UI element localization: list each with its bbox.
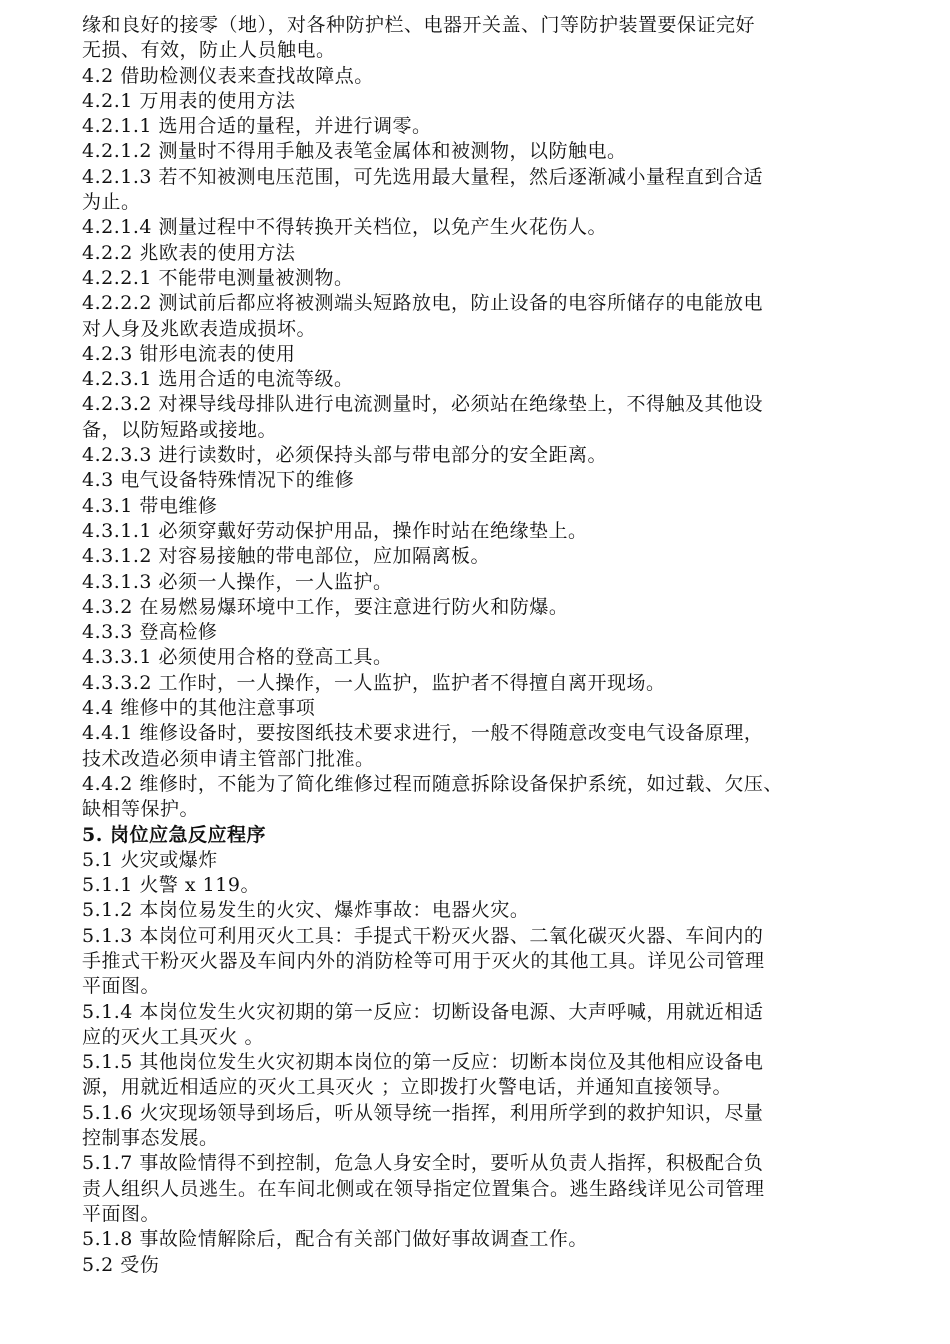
text-line: 4.4 维修中的其他注意事项	[82, 697, 316, 720]
text-line: 5.1.1 火警 x 119。	[82, 874, 260, 897]
text-line: 4.2.1.1 选用合适的量程，并进行调零。	[82, 115, 432, 138]
text-line: 4.2.2 兆欧表的使用方法	[82, 241, 296, 264]
text-line: 4.3.3 登高检修	[82, 621, 218, 644]
text-line: 5.1.5 其他岗位发生火灾初期本岗位的第一反应：切断本岗位及其他相应设备电	[82, 1051, 764, 1074]
text-line: 技术改造必须申请主管部门批准。	[82, 747, 375, 770]
text-line: 对人身及兆欧表造成损坏。	[82, 317, 317, 340]
text-line: 4.2.3.1 选用合适的电流等级。	[82, 368, 354, 391]
text-line: 平面图。	[82, 975, 161, 998]
document-page	[82, 13, 882, 1278]
text-line: 4.3.2 在易燃易爆环境中工作，要注意进行防火和防爆。	[82, 595, 569, 618]
text-line: 4.2.1 万用表的使用方法	[82, 89, 296, 112]
text-line: 4.2.3.3 进行读数时，必须保持头部与带电部分的安全距离。	[82, 444, 608, 467]
text-line: 4.4.2 维修时，不能为了简化维修过程而随意拆除设备保护系统，如过载、欠压、	[82, 772, 783, 795]
text-line: 源，用就近相适应的灭火工具灭火 ；立即拨打火警电话，并通知直接领导。	[82, 1076, 733, 1099]
text-line: 控制事态发展。	[82, 1127, 219, 1150]
text-line: 5.1.7 事故险情得不到控制，危急人身安全时，要听从负责人指挥，积极配合负	[82, 1152, 764, 1175]
text-line: 5.1.6 火灾现场领导到场后，听从领导统一指挥，利用所学到的救护知识，尽量	[82, 1101, 764, 1124]
text-line: 4.3.1.2 对容易接触的带电部位，应加隔离板。	[82, 545, 491, 568]
text-line: 5.1.4 本岗位发生火灾初期的第一反应：切断设备电源、大声呼喊，用就近相适	[82, 1000, 764, 1023]
text-line: 4.4.1 维修设备时，要按图纸技术要求进行，一般不得随意改变电气设备原理，	[82, 722, 764, 745]
text-line: 4.3.3.1 必须使用合格的登高工具。	[82, 646, 393, 669]
text-line: 无损、有效，防止人员触电。	[82, 39, 336, 62]
text-line: 5.2 受伤	[82, 1253, 160, 1276]
text-line: 为止。	[82, 191, 141, 214]
text-line: 应的灭火工具灭火 。	[82, 1025, 265, 1048]
text-line: 4.2.3.2 对裸导线母排队进行电流测量时，必须站在绝缘垫上，不得触及其他设	[82, 393, 764, 416]
text-line: 4.3 电气设备特殊情况下的维修	[82, 469, 355, 492]
text-line: 4.2.2.1 不能带电测量被测物。	[82, 266, 354, 289]
text-line: 缺相等保护。	[82, 798, 200, 821]
text-line: 4.2 借助检测仪表来查找故障点。	[82, 64, 374, 87]
text-line: 平面图。	[82, 1202, 161, 1225]
text-line: 缘和良好的接零（地），对各种防护栏、电器开关盖、门等防护装置要保证完好	[82, 14, 756, 36]
section-heading: 5. 岗位应急反应程序	[82, 823, 266, 846]
text-line: 备，以防短路或接地。	[82, 418, 278, 441]
text-line: 4.3.1.1 必须穿戴好劳动保护用品，操作时站在绝缘垫上。	[82, 519, 588, 542]
text-line: 4.2.1.3 若不知被测电压范围，可先选用最大量程，然后逐渐减小量程直到合适	[82, 165, 764, 188]
text-line: 4.2.2.2 测试前后都应将被测端头短路放电，防止设备的电容所储存的电能放电	[82, 292, 764, 315]
text-line: 手推式干粉灭火器及车间内外的消防栓等可用于灭火的其他工具。详见公司管理	[82, 949, 765, 972]
text-line: 5.1.3 本岗位可利用灭火工具：手提式干粉灭火器、二氧化碳灭火器、车间内的	[82, 924, 764, 947]
text-line: 责人组织人员逃生。在车间北侧或在领导指定位置集合。逃生路线详见公司管理	[82, 1177, 765, 1200]
text-line: 5.1.2 本岗位易发生的火灾、爆炸事故：电器火灾。	[82, 899, 530, 922]
text-line: 4.2.1.2 测量时不得用手触及表笔金属体和被测物，以防触电。	[82, 140, 627, 163]
text-line: 4.3.3.2 工作时，一人操作，一人监护，监护者不得擅自离开现场。	[82, 671, 666, 694]
text-line: 4.2.1.4 测量过程中不得转换开关档位，以免产生火花伤人。	[82, 216, 608, 239]
text-line: 5.1 火灾或爆炸	[82, 848, 218, 871]
text-line: 4.3.1 带电维修	[82, 494, 218, 517]
text-line: 4.2.3 钳形电流表的使用	[82, 342, 296, 365]
text-line: 4.3.1.3 必须一人操作，一人监护。	[82, 570, 393, 593]
text-line: 5.1.8 事故险情解除后，配合有关部门做好事故调查工作。	[82, 1228, 588, 1251]
